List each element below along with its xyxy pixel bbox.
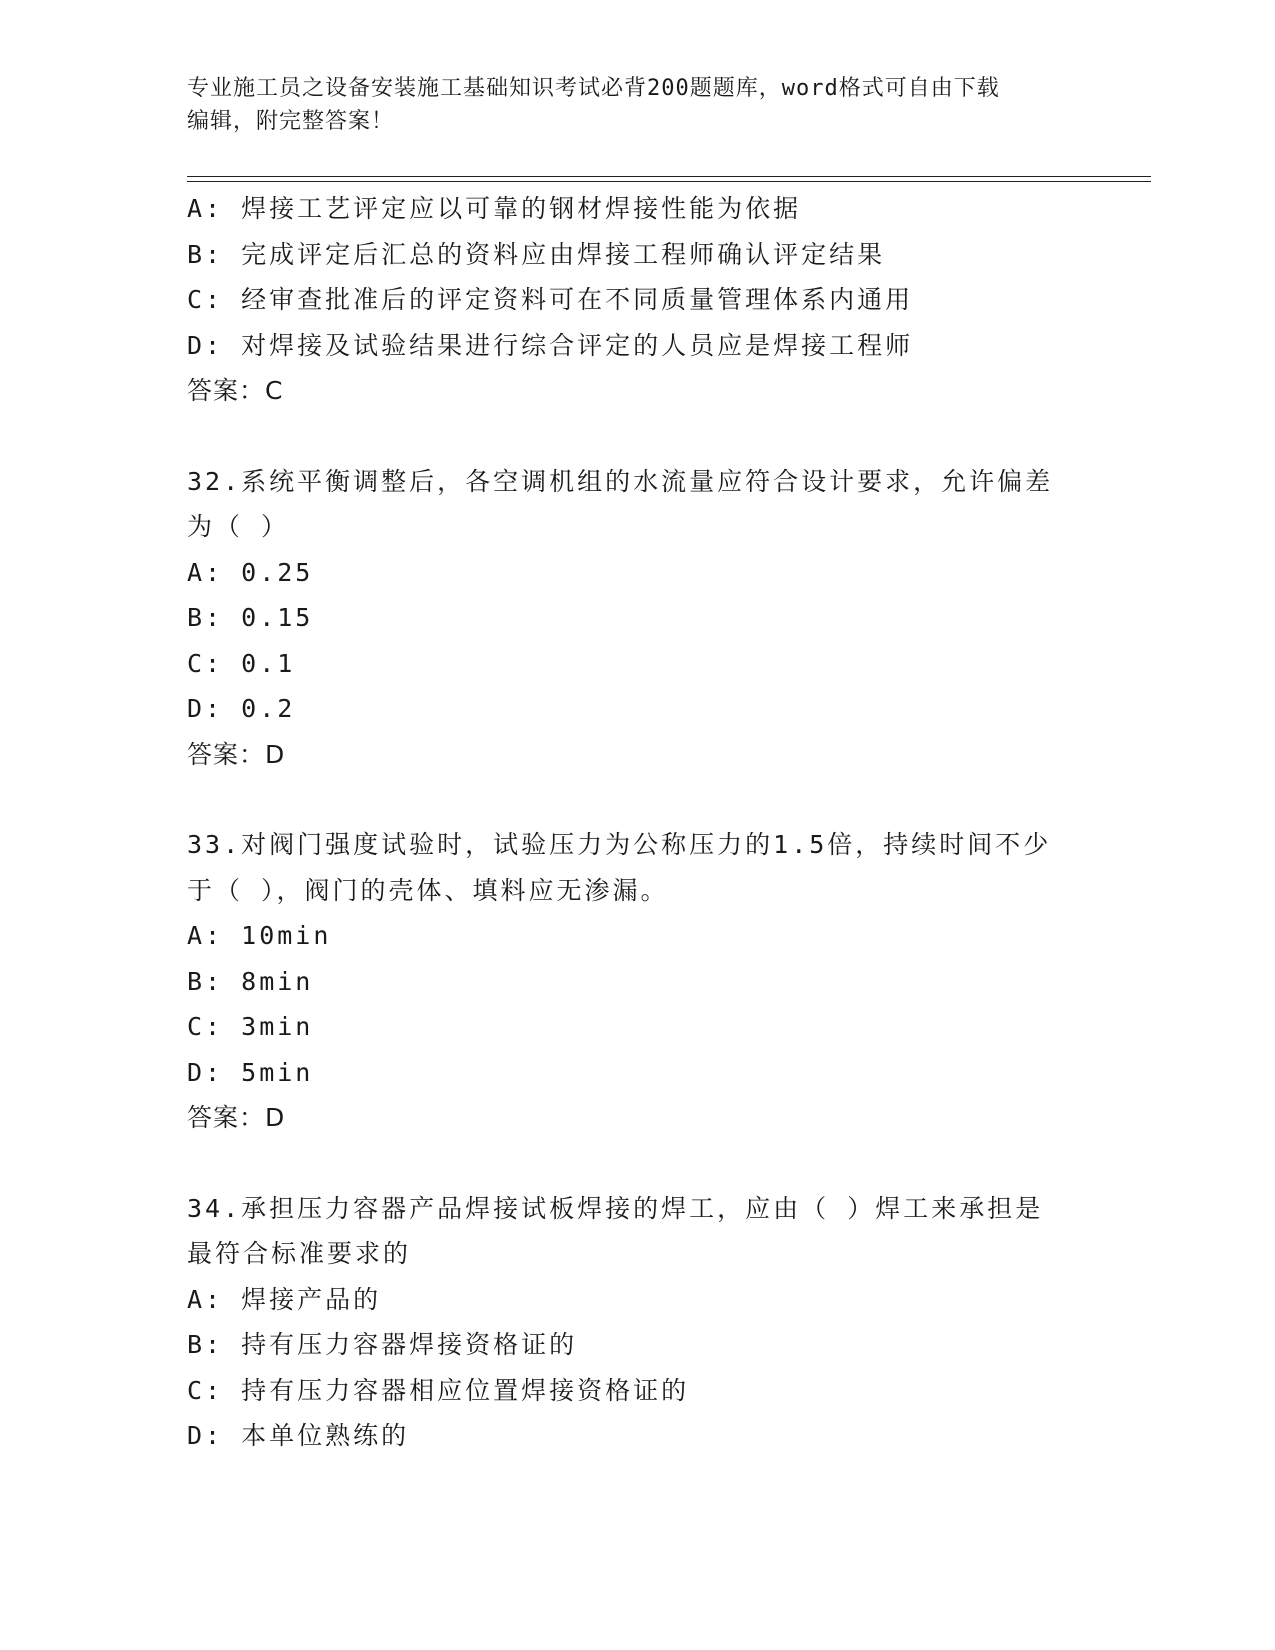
spacer bbox=[187, 414, 1087, 459]
question-stem-line-1: 34.承担压力容器产品焊接试板焊接的焊工，应由（ ）焊工来承担是 bbox=[187, 1193, 1044, 1223]
answer: 答案：D bbox=[187, 1103, 286, 1132]
option-c: C: 经审查批准后的评定资料可在不同质量管理体系内通用 bbox=[187, 285, 914, 314]
option-b: B: 持有压力容器焊接资格证的 bbox=[187, 1330, 578, 1359]
option-b: B: 0.15 bbox=[187, 603, 314, 632]
header-line-2: 编辑，附完整答案！ bbox=[187, 109, 395, 134]
question-list bbox=[187, 186, 1087, 1459]
spacer bbox=[187, 1141, 1087, 1186]
option-d: D: 本单位熟练的 bbox=[187, 1421, 410, 1450]
header-rule-bottom bbox=[187, 181, 1151, 182]
option-b: B: 8min bbox=[187, 966, 314, 996]
option-d: D: 对焊接及试验结果进行综合评定的人员应是焊接工程师 bbox=[187, 330, 914, 360]
question-33 bbox=[187, 822, 1087, 1141]
document-header bbox=[187, 72, 1087, 138]
question-stem-line-1: 32.系统平衡调整后，各空调机组的水流量应符合设计要求，允许偏差 bbox=[187, 466, 1054, 496]
answer: 答案：D bbox=[187, 739, 286, 769]
spacer bbox=[187, 777, 1087, 822]
option-c: C: 持有压力容器相应位置焊接资格证的 bbox=[187, 1375, 690, 1405]
question-stem-line-2: 于（ ），阀门的壳体、填料应无渗漏。 bbox=[187, 875, 669, 905]
header-line-1: 专业施工员之设备安装施工基础知识考试必背200题题库，word格式可自由下载 bbox=[187, 76, 1000, 101]
question-34 bbox=[187, 1186, 1087, 1459]
option-c: C: 0.1 bbox=[187, 648, 296, 678]
question-stem-line-2: 为（ ） bbox=[187, 512, 290, 541]
question-stem-line-1: 33.对阀门强度试验时，试验压力为公称压力的1.5倍，持续时间不少 bbox=[187, 830, 1052, 859]
option-d: D: 0.2 bbox=[187, 694, 296, 723]
option-d: D: 5min bbox=[187, 1057, 314, 1087]
option-a: A: 10min bbox=[187, 921, 332, 950]
answer: 答案：C bbox=[187, 376, 284, 405]
option-a: A: 焊接工艺评定应以可靠的钢材焊接性能为依据 bbox=[187, 194, 802, 223]
question-31-continued bbox=[187, 186, 1087, 414]
option-c: C: 3min bbox=[187, 1012, 314, 1041]
option-b: B: 完成评定后汇总的资料应由焊接工程师确认评定结果 bbox=[187, 239, 886, 269]
question-32 bbox=[187, 459, 1087, 778]
option-a: A: 0.25 bbox=[187, 557, 314, 587]
header-rule-top bbox=[187, 176, 1151, 177]
option-a: A: 焊接产品的 bbox=[187, 1284, 382, 1314]
question-stem-line-2: 最符合标准要求的 bbox=[187, 1239, 412, 1268]
